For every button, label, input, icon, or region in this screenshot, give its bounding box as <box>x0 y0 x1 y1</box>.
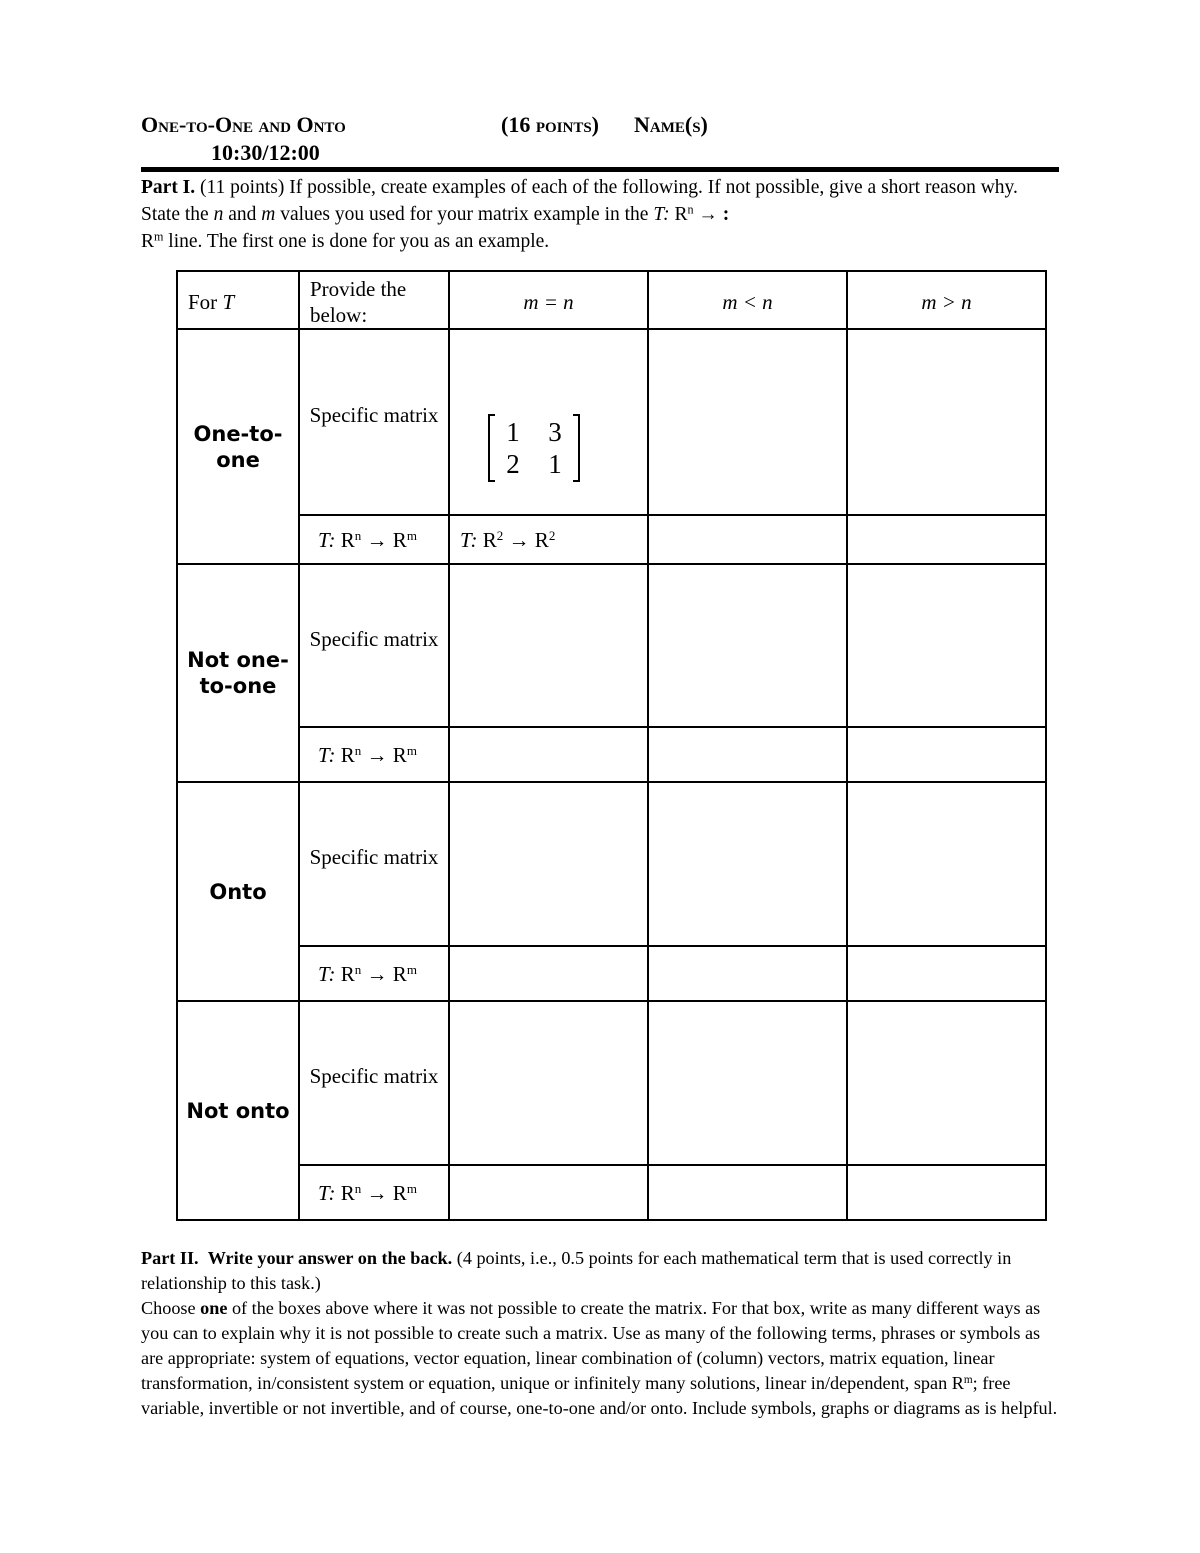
worksheet-title: One-to-One and Onto <box>141 112 346 137</box>
answer-cell[interactable] <box>648 946 847 1001</box>
row-label-onto: Onto <box>177 782 299 1001</box>
specific-matrix-label: Specific matrix <box>299 329 449 515</box>
mapping-label: T: $R^n \to R^m$ <box>299 946 449 1001</box>
session-time: 10:30/12:00 <box>211 140 320 165</box>
name-label: Name(s) <box>634 112 708 137</box>
answer-cell[interactable] <box>847 515 1046 564</box>
points-label: (16 points) <box>501 112 599 137</box>
mapping-label: T: $R^n \to R^m$ <box>299 1165 449 1220</box>
part2-label: Part II. <box>141 1248 199 1268</box>
specific-matrix-label: Specific matrix <box>299 1001 449 1165</box>
answer-cell[interactable] <box>449 1165 648 1220</box>
answer-cell[interactable] <box>847 329 1046 515</box>
header-m-gt-n: m > n <box>847 271 1046 329</box>
header-m-lt-n: m < n <box>648 271 847 329</box>
answer-cell[interactable] <box>648 782 847 946</box>
answer-cell[interactable] <box>847 1001 1046 1165</box>
answer-cell[interactable] <box>847 946 1046 1001</box>
specific-matrix-label: Specific matrix <box>299 782 449 946</box>
answer-cell[interactable] <box>449 782 648 946</box>
part1-label: Part I. <box>141 177 196 198</box>
example-matrix: 1 3 2 1 <box>488 416 580 480</box>
mapping-label: T: $R^n \to R^m$ <box>299 515 449 564</box>
row-label-one-to-one: One-to-one <box>177 329 299 564</box>
answer-cell[interactable] <box>449 946 648 1001</box>
answer-cell[interactable] <box>847 727 1046 782</box>
answer-cell[interactable] <box>449 1001 648 1165</box>
part2-instructions: Part II. Write your answer on the back. (4 points, i.e., 0.5 points for each mathematical term that is used correctly in relationship to this task.) Choose one of the boxes above where it was not possible to create the matrix. For that box, write as many different ways as you can to explain why it is not possible to create such a matrix. Use as many of the following terms, phrases or symbols as are appropriate: system of equations, vector equation, linear combination of (column) vectors, matrix equation, linear transformation, in/consistent system or equation, unique or infinitely many solutions, linear in/dependent, span $R^m$; free variable, invertible or not invertible, and of course, one-to-one and/or onto. Include symbols, graphs or diagrams as is helpful. <box>141 1248 1058 1418</box>
answer-cell[interactable] <box>847 1165 1046 1220</box>
answer-cell[interactable] <box>648 564 847 727</box>
answer-cell[interactable] <box>847 782 1046 946</box>
answer-cell[interactable] <box>648 515 847 564</box>
header-m-eq-n: m = n <box>449 271 648 329</box>
answer-cell[interactable] <box>449 564 648 727</box>
header-for-t: For T <box>177 271 299 329</box>
answer-cell[interactable] <box>648 1165 847 1220</box>
example-matrix-cell <box>449 329 648 515</box>
part1-instructions: Part I. (11 points) If possible, create examples of each of the following. If not possible, give a short reason why. State the n and m values you used for your matrix example in the T: $R^n$ → : $R^m$ line. The first one is done for you as an example. <box>141 177 1018 252</box>
answer-cell[interactable] <box>847 564 1046 727</box>
header-divider <box>141 167 1059 172</box>
answer-cell[interactable] <box>648 1001 847 1165</box>
row-label-not-onto: Not onto <box>177 1001 299 1220</box>
example-mapping: T: $R^2 \to R^2$ <box>449 515 648 564</box>
row-label-not-one-to-one: Not one-to-one <box>177 564 299 782</box>
mapping-label: T: $R^n \to R^m$ <box>299 727 449 782</box>
answer-cell[interactable] <box>648 329 847 515</box>
examples-table <box>176 270 1047 1221</box>
header-provide: Provide the below: <box>299 271 449 329</box>
specific-matrix-label: Specific matrix <box>299 564 449 727</box>
answer-cell[interactable] <box>648 727 847 782</box>
answer-cell[interactable] <box>449 727 648 782</box>
